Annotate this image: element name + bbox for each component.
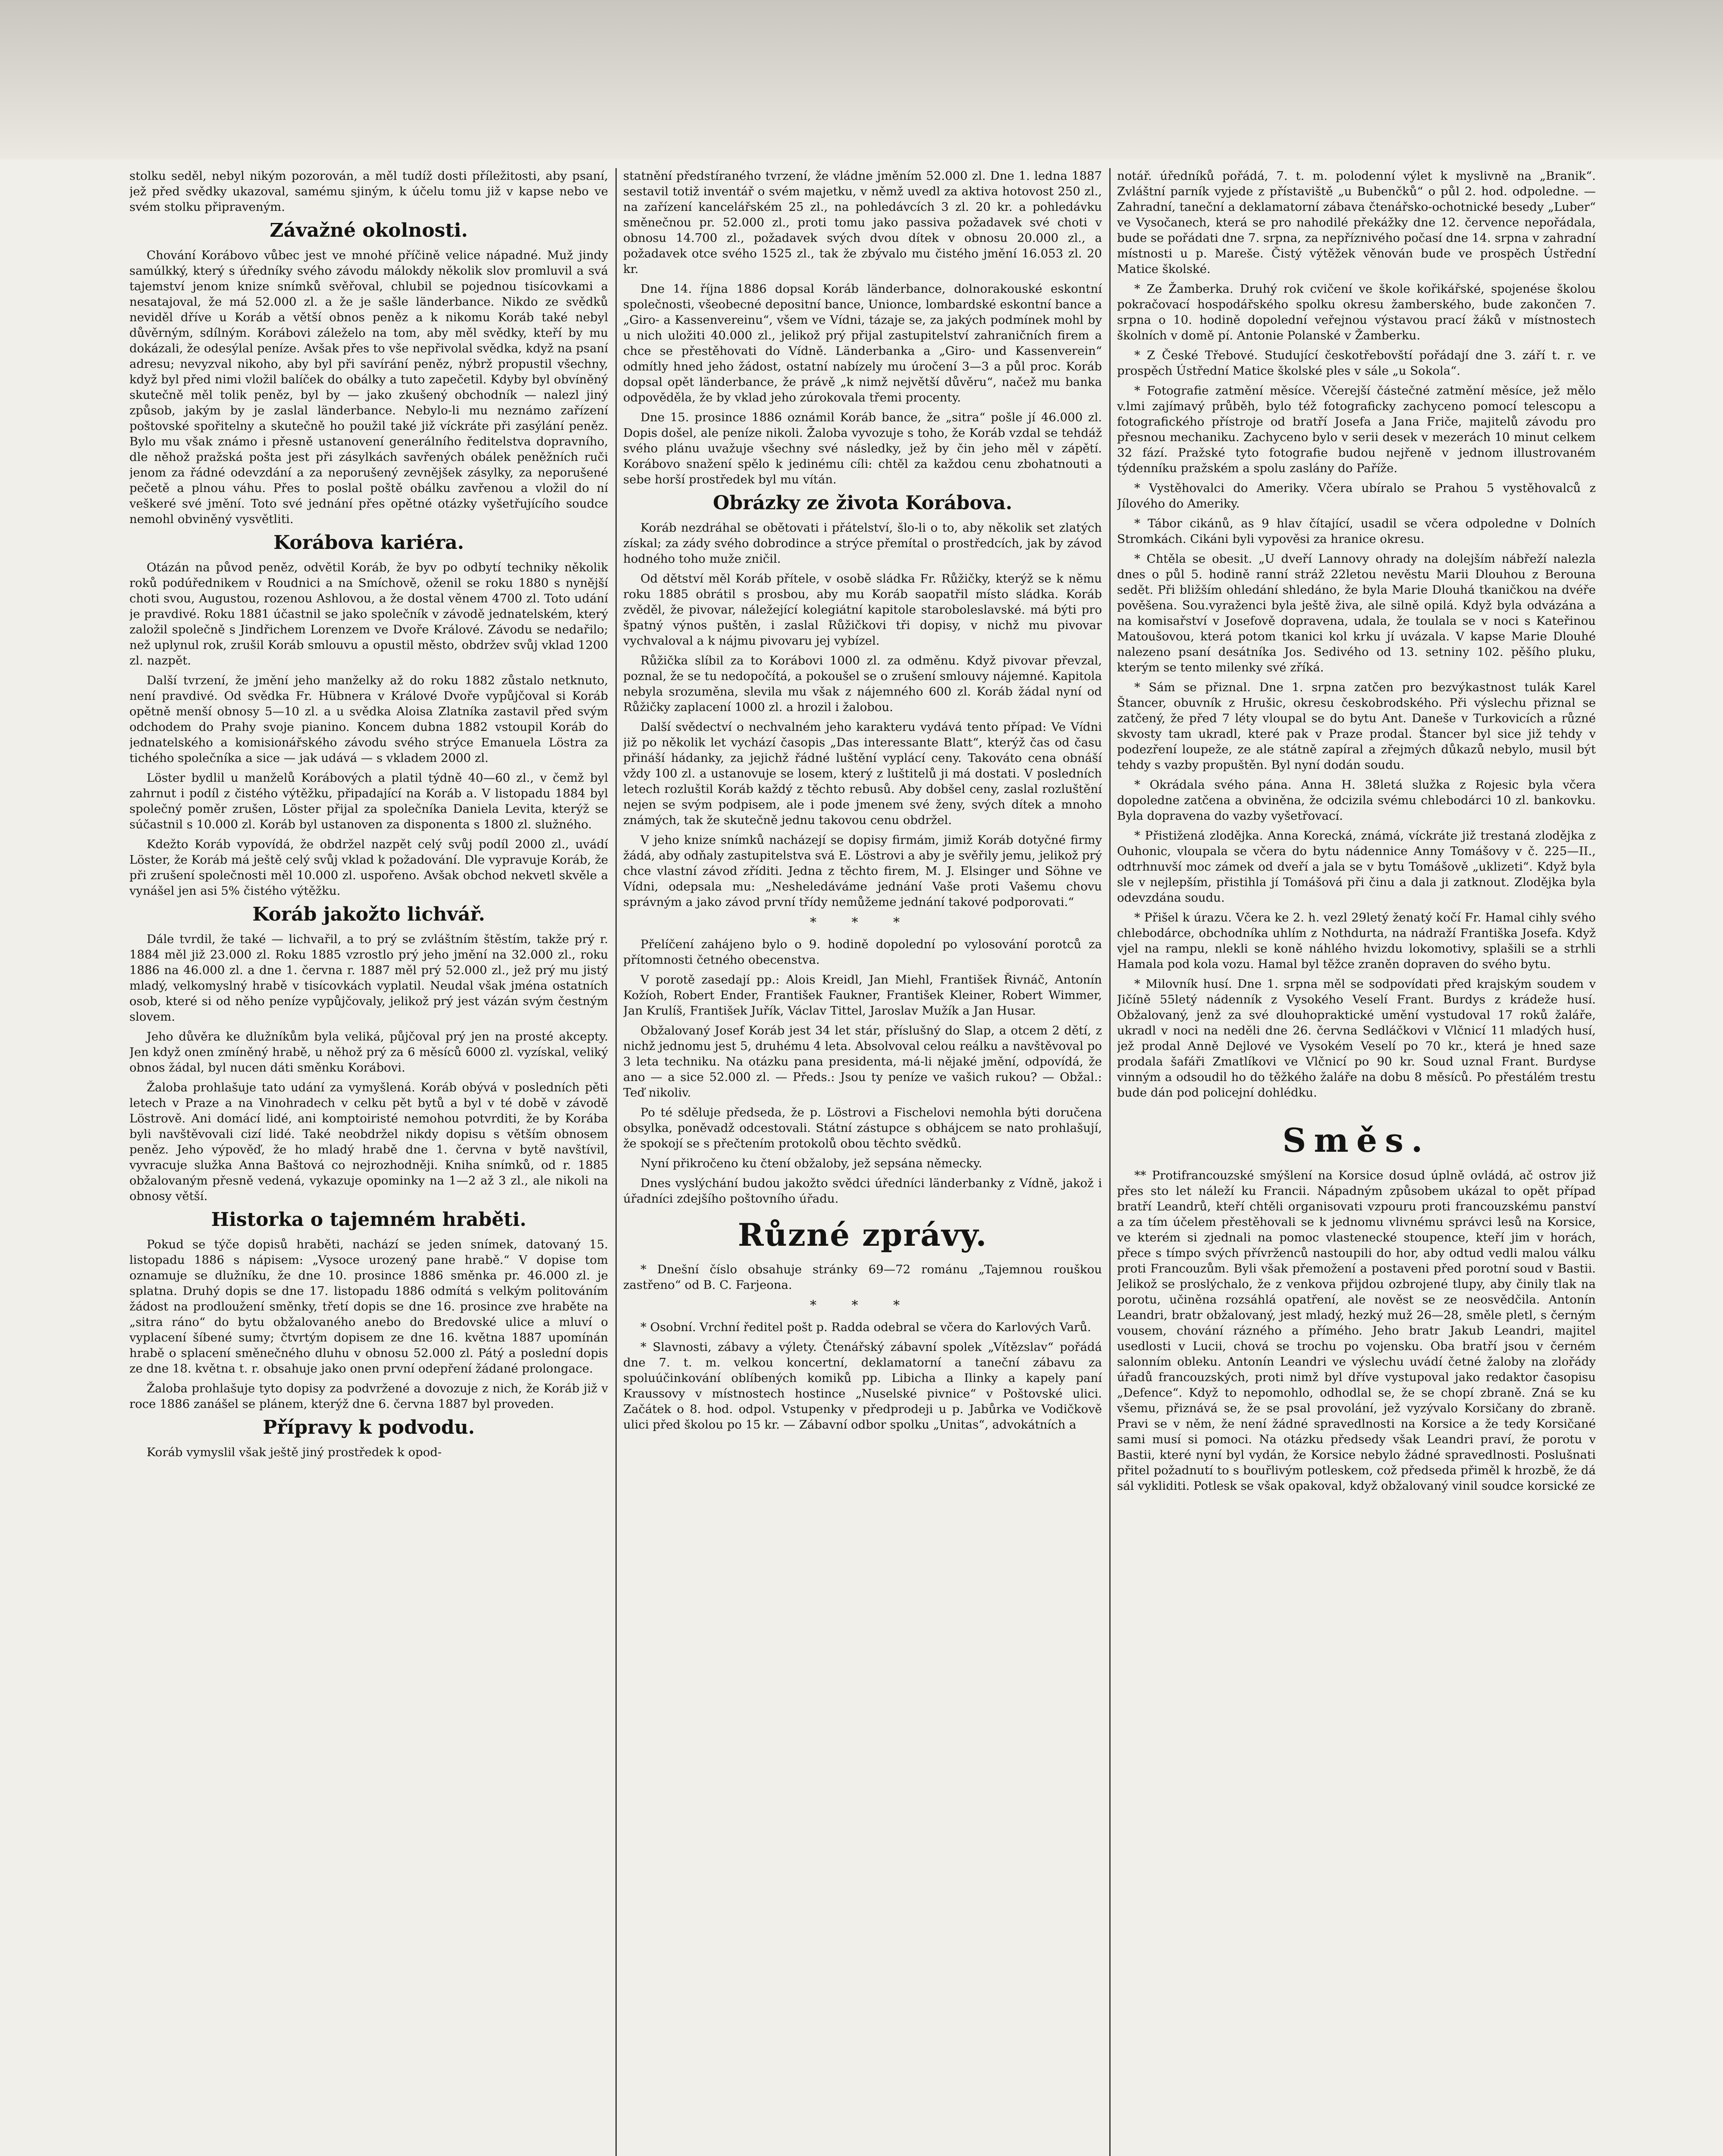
paragraph: Jeho důvěra ke dlužníkům byla veliká, půjčoval prý jen na prosté akcepty. Jen když onen zmíněný hrabě, u něhož prý za 6 měsíců 6000 zl. vyzískal, veliký obnos žádal, byl nucen dáti směnku Korábovi. [129,1030,608,1075]
paragraph: * Slavnosti, zábavy a výlety. Čtenářský zábavní spolek „Vítězslav“ pořádá dne 7. t. m. velkou koncertní, deklamatorní a taneční zábavu za spoluúčinkování oblíbených komiků pp. Libicha a Ilinky a kapely paní Kraussovy v místnostech hostince „Nuselské pivnice“ v Poštovské ulici. Začátek o 8. hod. odpol. Vstupenky v předprodeji u p. Jabůrka ve Vodičkově ulici před školou po 15 kr. — Zábavní odbor spolku „Unitas“, advokátních a [623,1340,1102,1432]
article-heading: Koráb jakožto lichvář. [252,903,485,925]
article-heading: Obrázky ze života Korábova. [712,492,1013,514]
paragraph: * Chtěla se obesit. „U dveří Lannovy ohrady na dolejším nábřeží nalezla dnes o půl 5. hodině ranní stráž 22letou nevěstu Marii Dlouhou z Berouna sedět. Při bližším ohledání shledáno, že byla Marie Dlouhá tkaničkou na dvéře pověšena. Sou.vyraženci byla ještě živa, ale silně opilá. Když byla odvázána a na komisařství v Josefově dopravena, udala, že toulala se v noci s Kateřinou Matoušovou, která potom tkanici kol krku jí uvázala. V kapse Marie Dlouhé nalezeno psaní desátníka Jos. Sedivého od 13. setniny 102. pěšího pluku, kterým se tento milenky své zříká. [1117,552,1596,674]
paragraph: stolku seděl, nebyl nikým pozorován, a měl tudíž dosti příležitosti, aby psaní, jež před svědky ukazoval, samému sjiným, k účelu tomu již v kapse nebo ve svém stolku připraveným. [129,169,608,214]
paragraph: statnění předstíraného tvrzení, že vládne jměním 52.000 zl. Dne 1. ledna 1887 sestavil totiž inventář o svém majetku, v němž uvedl za aktiva hotovost 250 zl., na zařízení kancelářském 25 zl., na pohledávcích 3 zl. 20 kr. a pohledávku směnečnou pr. 52.000 zl., proti tomu jako passiva požadavek své choti v obnosu 14.700 zl., požadavek svých dvou dítek v obnosu 20.000 zl., a požadavek otce svého 1525 zl., tak že zbývalo mu čistého jmění 16.053 zl. 20 kr. [623,169,1102,276]
paragraph: * Okrádala svého pána. Anna H. 38letá služka z Rojesic byla včera dopoledne zatčena a obviněna, že odcizila svému chlebodárci 10 zl. bankovku. Byla dopravena do vazby vyšetřovací. [1117,778,1596,823]
paragraph: Přelíčení zahájeno bylo o 9. hodině dopolední po vylosování porotců za přítomnosti četného obecenstva. [623,937,1102,967]
paragraph: * Fotografie zatmění měsíce. Včerejší částečné zatmění měsíce, jež mělo v.lmi zajímavý průběh, bylo též fotograficky zachyceno pomocí telescopu a fotografického přístroje od bratří Josefa a Jana Friče, majitelů závodu pro přesnou mechaniku. Zachyceno bylo v serii desek v mezerách 10 minut celkem 32 fází. Pražské tyto fotografie budou nejřeně v jednom illustrovaném týdenníku pražském a spolu zaslány do Paříže. [1117,384,1596,475]
paragraph: Otázán na původ peněz, odvětil Koráb, že byv po odbytí techniky několik roků podúřednikem v Roudnici a na Smíchově, oženil se roku 1880 s nynější choti svou, Augustou, rozenou Ashlovou, a že dostal věnem 4700 zl. Toto udání je pravdivé. Roku 1881 účastnil se jako společník v závodě jednatelském, který založil společně s Jindřichem Lorenzem ve Dvoře Králové. Závodu se nedařilo; než uplynul rok, zrušil Koráb smlouvu a opustil město, obdržev svůj vklad 1200 zl. nazpět. [129,561,608,667]
paragraph: Obžalovaný Josef Koráb jest 34 let stár, příslušný do Slap, a otcem 2 dětí, z nichž jednomu jest 5, druhému 4 leta. Absolvoval celou reálku a navštěvoval po 3 leta techniku. Na otázku pana presidenta, má-li nějaké jmění, odpovídá, že ano — a sice 52.000 zl. — Předs.: Jsou ty peníze ve vašich rukou? — Obžal.: Teď nikoliv. [623,1024,1102,1100]
paragraph: * Přistižená zlodějka. Anna Korecká, známá, víckráte již trestaná zlodějka z Ouhonic, vloupala se včera do bytu nádennice Anny Tomášovy v č. 225—II., odtrhnuvší moc zámek od dveří a jala se v bytu Tomášově „uklizeti“. Když byla sle v nejlepším, přistihla jí Tomášová při činu a dala ji zatknout. Zlodějka byla odevzdána soudu. [1117,829,1596,905]
paragraph: Koráb vymyslil však ještě jiný prostředek k opod- [147,1445,442,1459]
paragraph: Od dětství měl Koráb přítele, v osobě sládka Fr. Růžičky, kterýž se k němu roku 1885 obrátil s prosbou, aby mu Koráb saopatřil místo sládka. Koráb zvěděl, že pivovar, náležející kolegiátní kapitole staroboleslavské. má býti pro špatný výnos puštěn, i zaslal Růžičkovi tři dopisy, v nichž mu pivovar vychvaloval a k nájmu pivovaru jej vybízel. [623,572,1102,648]
column-2 [623,168,1102,2156]
paragraph: * Osobní. Vrchní ředitel pošt p. Radda odebral se včera do Karlových Varů. [640,1320,1091,1334]
article-heading: Závažné okolnosti. [270,219,468,241]
paragraph: Nyní přikročeno ku čtení obžaloby, jež sepsána německy. [640,1156,982,1170]
paragraph: Dnes vyslýchání budou jakožto svědci úředníci länderbanky z Vídně, jakož i úřadníci zdejšího poštovního úřadu. [623,1176,1102,1206]
paragraph: Žaloba prohlašuje tyto dopisy za podvržené a dovozuje z nich, že Koráb již v roce 1886 zanášel se plánem, kterýž dne 6. června 1887 byl proveden. [129,1382,608,1411]
section-heading: Směs. [1282,1121,1431,1159]
column-3 [1117,168,1596,2156]
paragraph: * Tábor cikánů, as 9 hlav čítající, usadil se včera odpoledne v Dolních Stromkách. Cikáni byli vypověsi za hranice okresu. [1117,517,1596,546]
paragraph: Růžička slíbil za to Korábovi 1000 zl. za odměnu. Když pivovar převzal, poznal, že se tu nedopočítá, a pokoušel se o zrušení smlouvy nájemné. Kapitola nebyla srozuměna, slevila mu však z nájemného 600 zl. Koráb žádal nyní od Růžičky zaplacení 1000 zl. a hrozil i žalobou. [623,654,1102,714]
paragraph: Chování Korábovo vůbec jest ve mnohé příčině velice nápadné. Muž jindy samúlkký, který s úředníky svého závodu málokdy několik slov promluvil a svá tajemství jenom knize snímků svěřoval, chlubil se pojednou tisícovkami a nesatajoval, že má 52.000 zl. a že je sašle länderbance. Nikdo ze svědků neviděl dříve u Koráb a větší obnos peněz a k nikomu Koráb také nebyl důvěrným, sdílným. Korábovi záleželo na tom, aby měl svědky, kteří by mu dokázali, že odesýlal peníze. Avšak přes to vše nepřivolal svědka, když na psaní adresu; nevyzval nikoho, aby byl při savírání peněz, nýbrž propustil všechny, když byl před nimi vložil balíček do obálky a tuto zapečetil. Kdyby byl obvíněný skutečně měl tolik peněz, byl by — jako zkušený obchodník — nalezl jiný způsob, jakým by je zaslal länderbance. Nebylo-li mu neznámo zařízení poštovské spořitelny a skutečně ho použil také již víckráte při zasýlání peněz. Bylo mu však známo i přesně ustanovení generálního ředitelstva dopravního, dle něhož pražská pošta jest při zásylkách savřených obálek peněžních ruči jenom za řádné odevzdání a za neporušený zevnějšek zásylky, za neporušené pečetě a plnou váhu. Přes to poslal poště obálku zavřenou a vložil do ní veškeré své jmění. Toto své jednání přes opětné otázky vyšetřujícího soudce nemohl obviněný vysvětliti. [129,248,608,526]
text-columns [129,168,1596,2156]
article-heading: Přípravy k podvodu. [263,1416,475,1438]
paragraph: Dne 14. října 1886 dopsal Koráb länderbance, dolnorakouské eskontní společnosti, všeobecné depositní bance, Unionce, lombardské eskontní bance a „Giro- a Kassenvereinu“, všem ve Vídni, tázaje se, za jakých podmínek mohl by u nich uložiti 40.000 zl., jelikož prý přijal zastupitelství zahraničních firem a chce se přestěhovati do Vídně. Länderbanka a „Giro- und Kassenverein“ odmítly hned jeho žádost, ostatní nabízely mu úročení 3—3 a půl proc. Koráb dopsal opět länderbance, že právě „k nimž největší důvěru“, načež mu banka odpověděla, že by vklad jeho zúrokovala třemi procenty. [623,282,1102,404]
asterism-separator: * * * [810,1298,916,1313]
paragraph: * Milovník husí. Dne 1. srpna měl se sodpovídati před krajským soudem v Jičíně 55letý nádenník z Vysokého Veselí Frant. Burdys z krádeže husí. Obžalovaný, jenž za své dlouhopraktické umění vystudoval 17 roků žaláře, ukradl v noci na neděli dne 26. června Sedláčkovi v Vlčnicí 11 mladých husí, jež prodal Anně Dejlové ve Vysokém Veselí po 70 kr., která je hned saze prodala šafáři Zmatlíkovi ve Vlčnicí po 90 kr. Soud uznal Frant. Burdyse vinným a odsoudil ho do těžkého žaláře na dobu 8 měsíců. Po přestálém trestu bude dán pod policejní dohlédku. [1117,977,1596,1100]
article-heading: Korábova kariéra. [273,532,464,554]
paragraph: V jeho knize snímků nacházejí se dopisy firmám, jimiž Koráb dotyčné firmy žádá, aby odňaly zastupitelstva svá E. Löstrovi a aby je svěřily jemu, jelikož prý chce vlastní závod zříditi. Jedna z těchto firem, M. J. Elsinger und Söhne ve Vídni, odepsala mu: „Nesheledáváme jednání Vaše proti Vašemu chovu správným a jako závod první třídy nemůžeme jednání takové podporovati.“ [623,833,1102,909]
paragraph: * Sám se přiznal. Dne 1. srpna zatčen pro bezvýkastnost tulák Karel Štancer, obuvník z Hrušic, okresu českobrodského. Při výslechu přiznal se zatčený, že před 7 léty vloupal se do bytu Ant. Daneše v Turkovicích a různé skvosty tam ukradl, které pak v Praze prodal. Štancer byl sice již tehdy v podezření loupeže, ze ale státně zapíral a zřejmých důkazů nebylo, musil být tehdy s vazby propuštěn. Byl nyní dodán soudu. [1117,680,1596,772]
paragraph: Žaloba prohlašuje tato udání za vymyšlená. Koráb obývá v posledních pěti letech v Praze a na Vinohradech v celku pět bytů a byl v té době v závodě Löstrově. Ani domácí lidé, ani komptoiristé nemohou potvrditi, že by Korába byli navštěvovali cizí lidé. Také neobdržel nikdy dopisu s větším obnosem peněz. Jeho výpověď, že ho mladý hrabě dne 1. června v bytě navštívil, vyvracuje služka Anna Baštová co nejrozhodněji. Kniha snímků, od r. 1885 obžalovaným přesně vedená, vykazuje opominky na 1—2 až 3 zl., ale nikoli na obnosy větší. [129,1081,608,1203]
paragraph: Další tvrzení, že jmění jeho manželky až do roku 1882 zůstalo netknuto, není pravdivé. Od svědka Fr. Hübnera v Králové Dvoře vypůjčoval si Koráb opětně menší obnosy 5—10 zl. a u svědka Aloisa Zlatníka zastavil před svým odchodem do Prahy svoje pianino. Koncem dubna 1882 vstoupil Koráb do jednatelského a komisionářského závodu svého strýce Emanuela Löstra za tichého společníka a sice — jak udává — s vkladem 2000 zl. [129,674,608,765]
article-heading: Historka o tajemném hraběti. [211,1209,527,1231]
paragraph: notář. úředníků pořádá, 7. t. m. polodenní výlet k myslivně na „Branik“. Zvláštní parník vyjede z přístaviště „u Bubenčků“ o půl 2. hod. odpoledne. — Zahradní, taneční a deklamatorní zábava čtenářsko-ochotnické besedy „Luber“ ve Vysočanech, která se pro nahodilé překážky dne 12. července nepořádala, bude se pořádati dne 7. srpna, za nepříznivého počasí dne 14. srpna v zahradní místnosti u p. Mareše. Čistý výtěžek věnován bude ve prospěch Ústřední Matice školské. [1117,169,1596,276]
paragraph: Kdežto Koráb vypovídá, že obdržel nazpět celý svůj podíl 2000 zl., uvádí Löster, že Koráb má ještě celý svůj vklad k požadování. Dle vypravuje Koráb, že při zrušení společnosti měl 10.000 zl. uspořeno. Avšak obchod nekvetl skvěle a vynášel jen asi 5% čistého výtěžku. [129,837,608,898]
column-1 [129,168,608,2156]
paragraph: Koráb nezdráhal se obětovati i přátelství, šlo-li o to, aby několik set zlatých získal; za zády svého dobrodince a strýce přemítal o prostředcích, jak by závod hodného toho muže zničil. [623,521,1102,566]
paragraph: * Vystěhovalci do Ameriky. Včera ubíralo se Prahou 5 vystěhovalců z Jílového do Ameriky. [1117,481,1596,511]
paragraph: * Dnešní číslo obsahuje stránky 69—72 románu „Tajemnou rouškou zastřeno“ od B. C. Farjeona. [623,1263,1102,1292]
page-top-margin [0,0,1723,160]
paragraph: Löster bydlil u manželů Korábových a platil týdně 40—60 zl., v čemž byl zahrnut i podíl z čistého výtěžku, připadající na Koráb a. V listopadu 1884 byl společný poměr zrušen, Löster přijal za společníka Daniela Levita, kterýž se súčastnil s 10.000 zl. Koráb byl ustanoven za disponenta s 1800 zl. služného. [129,771,608,831]
paragraph: Po té sděluje předseda, že p. Löstrovi a Fischelovi nemohla býti doručena obsylka, poněvadž odcestovali. Státní zástupce s obhájcem se nato prohlašují, že spokojí se s přečtením protokolů obou těchto svědků. [623,1106,1102,1150]
paragraph: Dále tvrdil, že také — lichvařil, a to prý se zvláštním štěstím, takže prý r. 1884 měl již 23.000 zl. Roku 1885 vzrostlo prý jeho jmění na 32.000 zl., roku 1886 na 46.000 zl. a dne 1. června r. 1887 měl prý 52.000 zl., jež prý mu jistý mladý, velkomyslný hrabě v tisícovkách vyplatil. Neudal však jména ostatních osob, které si od něho peníze vypůjčovaly, jelikož prý jest vázán svým čestným slovem. [129,932,608,1024]
paragraph: * Ze Žamberka. Druhý rok cvičení ve škole kořikářské, spojenése školou pokračovací hospodářského spolku okresu žamberského, bude zakončen 7. srpna o 10. hodině dopolední veřejnou výstavou prací žáků v místnostech školních v domě pí. Antonie Polanské v Žamberku. [1117,282,1596,342]
asterism-separator: * * * [810,915,916,930]
paragraph: Další svědectví o nechvalném jeho karakteru vydává tento případ: Ve Vídni již po několik let vychází časopis „Das interessante Blatt“, kterýž čas od času přináší hádanky, za jejichž řádné luštění vyplácí ceny. Takováto cena obnáší vždy 100 zl. a ustanovuje se losem, který z luštitelů ji má dostati. V posledních letech rozluštil Koráb každý z těchto rebusů. Aby dobšel ceny, zaslal rozluštění nejen se svým podpisem, ale i pode jmenem své ženy, svých dítek a mnoho známých, tak že skutečně jednu takovou cenu obdržel. [623,720,1102,827]
section-heading: Různé zprávy. [738,1216,988,1253]
paragraph: V porotě zasedají pp.: Alois Kreidl, Jan Miehl, František Řivnáč, Antonín Kožíoh, Robert Ender, František Faukner, František Kleiner, Robert Wimmer, Jan Krulíš, František Juřík, Václav Tittel, Jaroslav Mužík a Jan Husar. [623,973,1102,1018]
paragraph: ** Protifrancouzské smýšlení na Korsice dosud úplně ovládá, ač ostrov již přes sto let náleží ku Francii. Nápadným způsobem ukázal to opět případ bratří Leandrů, kteří chtěli organisovati vzpouru proti francouzskému panství a za tím účelem přestěhovali se k jednomu vlivnému správci lesů na Korsice, ve kterém si zjednali na pomoc vlastenecké stoupence, kteří jim v horách, přece s tímpo svých přívrženců nastoupili do hor, aby odtud vedli malou válku proti Francouzům. Byli však přemožení a postaveni před porotní soud v Bastii. Jelikož se proslýchalo, že z venkova přijdou ozbrojené tlupy, aby činily tlak na porotu, učiněna rozsáhlá opatření, ale nověst se ze neosvědčila. Antonín Leandri, bratr obžalovaný, jest mladý, hezký muž 26—28, směle pletl, s černým vousem, chování rázného a přímého. Jeho bratr Jakub Leandri, majitel usedlosti v Lucii, chová se trochu po vojensku. Oba bratří jsou v černém salonním obleku. Antonín Leandri ve výslechu uvádí četné žaloby na zlořády úřadů francouzských, proti nimž byl dříve vystupoval jako redaktor časopisu „Defence“. Když to nepomohlo, odhodlal se, že se chopí zbraně. Zná se ku všemu, přiznává se, že se psal provolání, jež vyzývalo Korsičany do zbraně. Pravi se v něm, že není žádné spravedlnosti na Korsice a že tedy Korsičané sami musí si pomoci. Na otázku předsedy však Leandri praví, že porotu v Bastii, které nyní byl vydán, že Korsice nebylo žádné spravedlnosti. Poslušnati přitel požadnutí to s bouřlivým potleskem, což předseda přiměl k hrozbě, že dá sál vykliditi. Potlesk se však opakoval, když obžalovaný vinil soudce korsické ze [1117,1169,1596,1493]
paragraph: Dne 15. prosince 1886 oznámil Koráb bance, že „sitra“ pošle jí 46.000 zl. Dopis došel, ale peníze nikoli. Žaloba vyvozuje s toho, že Koráb vzdal se tehdáž svého plánu uvažuje všechny své následky, jež by čin jeho měl v zápětí. Korábovo snažení spělo k jedinému cíli: chtěl za každou cenu zbohatnouti a sebe horší prostředek byl mu vítán. [623,411,1102,486]
paragraph: * Přišel k úrazu. Včera ke 2. h. vezl 29letý ženatý kočí Fr. Hamal cihly svého chlebodárce, obchodníka uhlím z Nothdurta, na nádraží Františka Josefa. Když vjel na rampu, nlekli se koně náhlého hvizdu lokomotivy, splašili se a strhli Hamala pod kola vozu. Hamal byl těžce zraněn dopraven do svého bytu. [1117,911,1596,971]
paragraph: Pokud se týče dopisů hraběti, nachází se jeden snímek, datovaný 15. listopadu 1886 s nápisem: „Vysoce urozený pane hrabě.“ V dopise tom oznamuje se dlužníku, že dne 10. prosince 1886 směnka pr. 46.000 zl. je splatna. Druhý dopis se dne 17. listopadu 1886 odmítá s velkým politováním žádost na prodloužení směnky, třetí dopis se dne 16. prosince zve hraběte na „sitra ráno“ do bytu obžalovaného anebo do Bredovské ulice a mluví o vyplacení šíbené sumy; čtvrtým dopisem ze dne 16. května 1887 upomínán hrabě o splacení směnečného dluhu v obnosu 52.000 zl. Pátý a poslední dopis ze dne 18. května t. r. obsahuje jako onen první odepření žádané prolongace. [129,1238,608,1376]
paragraph: * Z České Třebové. Studující českotřebovští pořádají dne 3. září t. r. ve prospěch Ústřední Matice školské ples v sále „u Sokola“. [1117,348,1596,378]
